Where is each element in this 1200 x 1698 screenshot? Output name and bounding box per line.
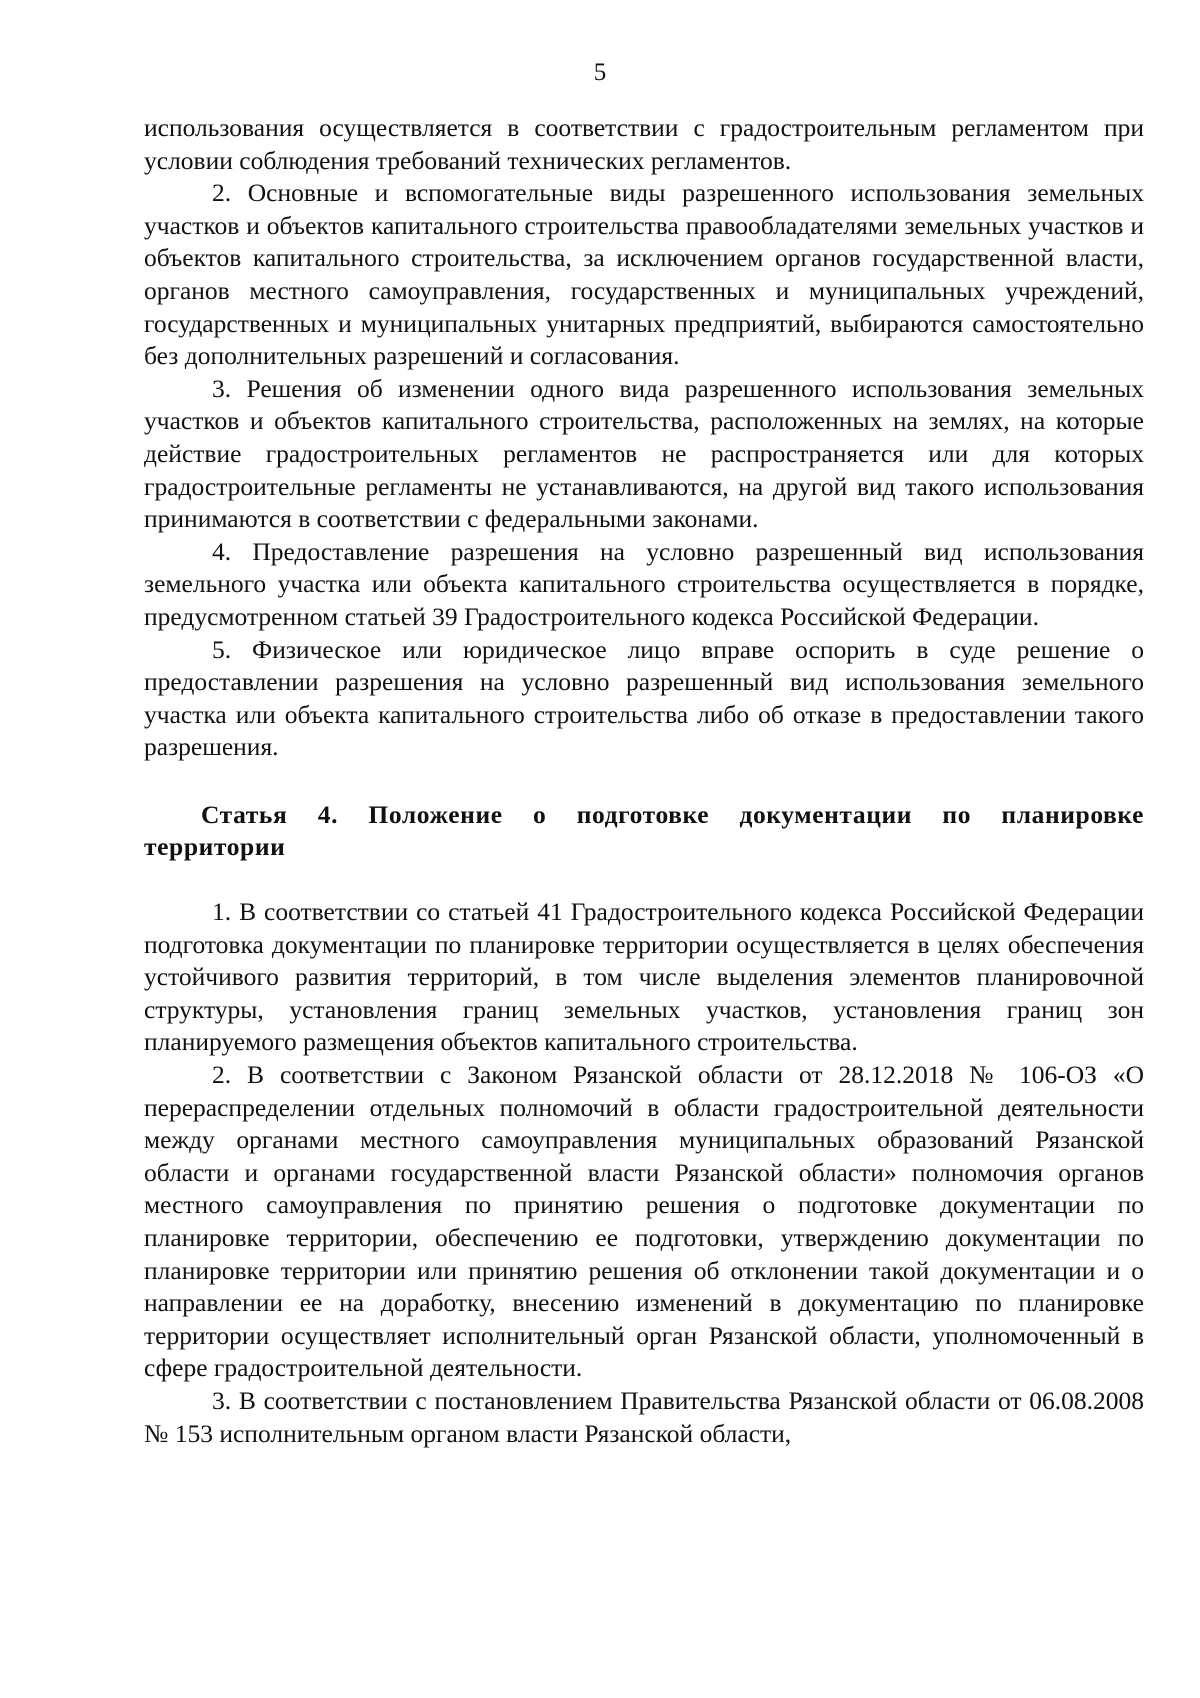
article4-item-1: 1. В соответствии со статьей 41 Градостроительного кодекса Российской Федерации подготовка документации по планировке территории осуществляется в целях обеспечения устойчивого развития территорий, в том числе выделения элементов планировочной структуры, установления границ земельных участков, установления границ зон планируемого размещения объектов капитального строительства. — [144, 897, 1144, 1057]
article-heading: Статья 4. Положение о подготовке документации по планировке территории — [144, 799, 1144, 862]
article4-item-3: 3. В соответствии с постановлением Правительства Рязанской области от 06.08.2008 № 153 исполнительным органом власти Рязанской области, — [144, 1385, 1144, 1448]
paragraph-continuation: использования осуществляется в соответствии с градостроительным регламентом при условии соблюдения требований технических регламентов. — [144, 113, 1144, 175]
paragraph-item-4: 4. Предоставление разрешения на условно разрешенный вид использования земельного участка или объекта капитального строительства осуществляется в порядке, предусмотренном статьей 39 Градостроительного кодекса Российской Федерации. — [144, 536, 1144, 631]
paragraph-item-3: 3. Решения об изменении одного вида разрешенного использования земельных участков и объектов капитального строительства, расположенных на землях, на которые действие градостроительных регламентов не распространяется или для которых градостроительные регламенты не устанавливаются, на другой вид такого использования принимаются в соответствии с федеральными законами. — [144, 373, 1144, 534]
page-number: 5 — [593, 59, 607, 86]
article4-item-2: 2. В соответствии с Законом Рязанской области от 28.12.2018 № 106-ОЗ «О перераспределении отдельных полномочий в области градостроительной деятельности между органами местного самоуправления муниципальных образований Рязанской области и органами государственной власти Рязанской области» полномочия органов местного самоуправления по принятию решения о подготовке документации по планировке территории, обеспечению ее подготовки, утверждению документации по планировке территории или принятию решения об отклонении такой документации и о направлении ее на доработку, внесению изменений в документацию по планировке территории осуществляет исполнительный орган Рязанской области, уполномоченный в сфере градостроительной деятельности. — [144, 1060, 1144, 1383]
paragraph-item-2: 2. Основные и вспомогательные виды разрешенного использования земельных участков и объектов капитального строительства правообладателями земельных участков и объектов капитального строительства, за исключением органов государственной власти, органов местного самоуправления, государственных и муниципальных учреждений, государственных и муниципальных унитарных предприятий, выбираются самостоятельно без дополнительных разрешений и согласования. — [144, 178, 1144, 371]
document-body — [144, 112, 1144, 1450]
paragraph-item-5: 5. Физическое или юридическое лицо вправе оспорить в суде решение о предоставлении разрешения на условно разрешенный вид использования земельного участка или объекта капитального строительства либо об отказе в предоставлении такого разрешения. — [144, 634, 1144, 762]
